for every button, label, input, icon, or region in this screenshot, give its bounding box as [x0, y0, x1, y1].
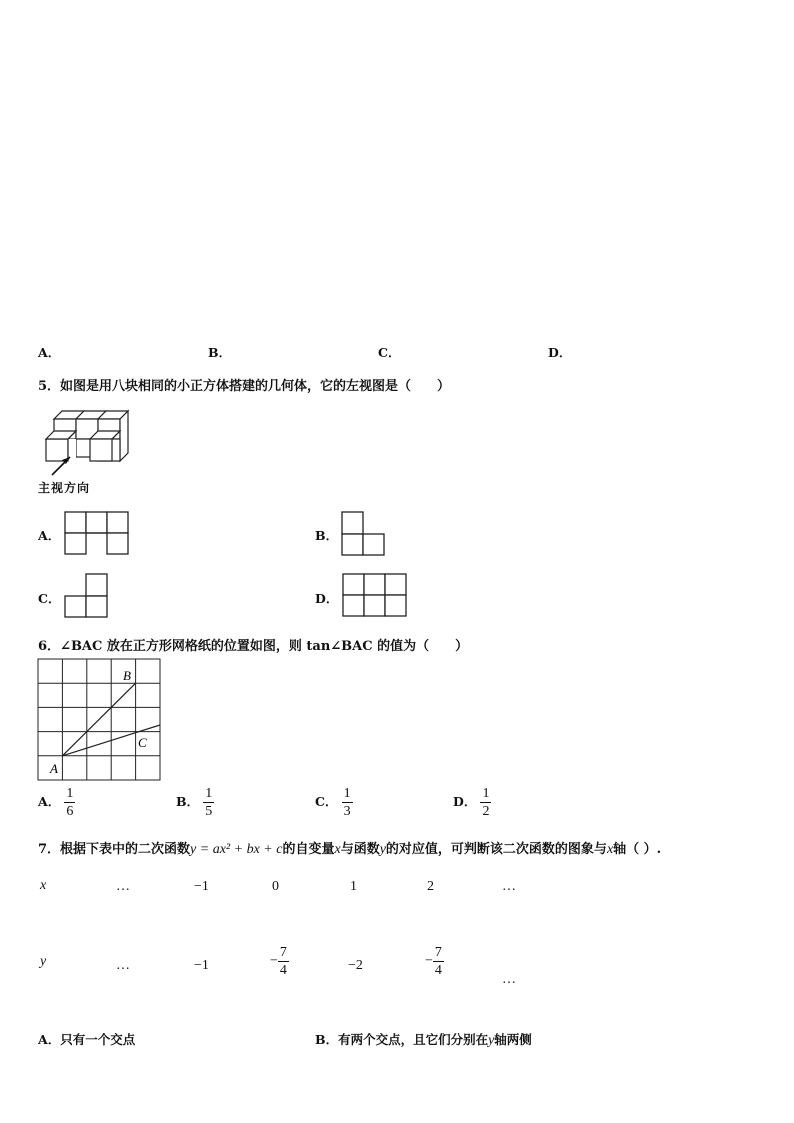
q6-grid-figure: [37, 658, 162, 783]
q5-option-b[interactable]: B．: [315, 528, 339, 543]
q7-table-x-cell: …: [502, 879, 516, 894]
q7-stem-mid3: 的对应值，可判断该二次函数的图象与: [385, 842, 607, 857]
q6-option-d-fraction: [480, 785, 491, 820]
q7-table-y-cell: …: [116, 958, 130, 973]
q7-var-y: y: [379, 842, 386, 857]
q6-option-b[interactable]: [176, 785, 214, 820]
q6-option-a[interactable]: [38, 785, 75, 820]
q6-option-b-fraction: [203, 785, 214, 820]
q4-option-b[interactable]: B．: [208, 345, 232, 360]
q5-option-a[interactable]: A．: [38, 528, 61, 543]
q4-option-d[interactable]: D．: [548, 345, 572, 360]
numerator: 1: [343, 786, 351, 801]
q7-table-x-cell: …: [116, 879, 130, 894]
q7-option-b[interactable]: [315, 1030, 532, 1049]
q7-table-x-cell: −1: [194, 879, 209, 894]
q7-stem: [38, 838, 661, 858]
q5-cube-figure: [38, 405, 138, 485]
q7-table-y-cell-fraction: [425, 944, 444, 979]
numerator: 1: [66, 786, 74, 801]
q4-option-c[interactable]: C．: [378, 345, 401, 360]
q5-option-c-figure: [64, 573, 110, 619]
denominator: 4: [434, 963, 442, 978]
q5-stem: 5．如图是用八块相同的小正方体搭建的几何体，它的左视图是（ ）: [38, 379, 451, 394]
q7-table-x-cell: 2: [427, 879, 434, 894]
q7-stem-mid1: 的自变量: [282, 842, 335, 857]
q5-option-b-figure: [341, 511, 387, 557]
q7-option-b-var-y: y: [488, 1033, 495, 1048]
q6-stem: 6．∠BAC 放在正方形网格纸的位置如图，则 tan∠BAC 的值为（ ）: [38, 639, 469, 654]
q7-option-a[interactable]: A．只有一个交点: [38, 1032, 136, 1047]
q7-option-b-suffix: 轴两侧: [494, 1032, 532, 1047]
q7-table-y-cell: …: [502, 972, 516, 987]
q6-point-b: B: [123, 668, 131, 683]
q6-point-a: A: [50, 761, 58, 776]
q7-table-y-cell: −1: [194, 958, 209, 973]
denominator: 4: [279, 963, 287, 978]
minus-sign: −: [425, 953, 433, 969]
q6-option-a-label: A．: [38, 794, 61, 809]
q6-option-b-label: B．: [176, 794, 200, 809]
q7-var-x-2: x: [606, 842, 614, 857]
numerator: 7: [434, 945, 442, 960]
q5-option-d-figure: [342, 573, 410, 619]
q7-table-y-cell-fraction: [270, 944, 289, 979]
q5-direction-label: 主视方向: [38, 481, 91, 495]
numerator: 7: [279, 945, 287, 960]
q6-point-c: C: [138, 735, 147, 750]
q7-stem-mid2: 与函数: [340, 842, 380, 857]
denominator: 3: [343, 804, 351, 819]
q6-option-d-label: D．: [453, 794, 477, 809]
q5-option-d[interactable]: D．: [315, 591, 339, 606]
q7-table-x-cell: 1: [350, 879, 357, 894]
q6-option-c[interactable]: [315, 785, 353, 820]
denominator: 2: [482, 804, 490, 819]
q6-option-c-fraction: [342, 785, 353, 820]
q7-var-x: x: [334, 842, 341, 857]
q4-option-a[interactable]: A．: [38, 345, 61, 360]
q7-stem-prefix: 7．根据下表中的二次函数: [38, 842, 191, 857]
q6-option-d[interactable]: [453, 785, 491, 820]
numerator: 1: [205, 786, 213, 801]
q7-formula: y = ax² + bx + c: [190, 842, 283, 857]
q7-stem-suffix: 轴（ ）.: [613, 842, 662, 857]
q7-option-b-prefix: B．有两个交点，且它们分别在: [315, 1032, 489, 1047]
numerator: 1: [482, 786, 490, 801]
q6-option-a-fraction: [64, 785, 75, 820]
q7-table-x-label: x: [40, 878, 47, 893]
q7-table-y-cell: −2: [348, 958, 363, 973]
q6-option-c-label: C．: [315, 794, 338, 809]
q5-option-c[interactable]: C．: [38, 591, 61, 606]
q7-table-x-cell: 0: [272, 879, 279, 894]
minus-sign: −: [270, 953, 278, 969]
q7-table-y-label: y: [40, 954, 47, 969]
denominator: 5: [205, 804, 213, 819]
q5-option-a-figure: [64, 511, 130, 555]
denominator: 6: [66, 804, 74, 819]
